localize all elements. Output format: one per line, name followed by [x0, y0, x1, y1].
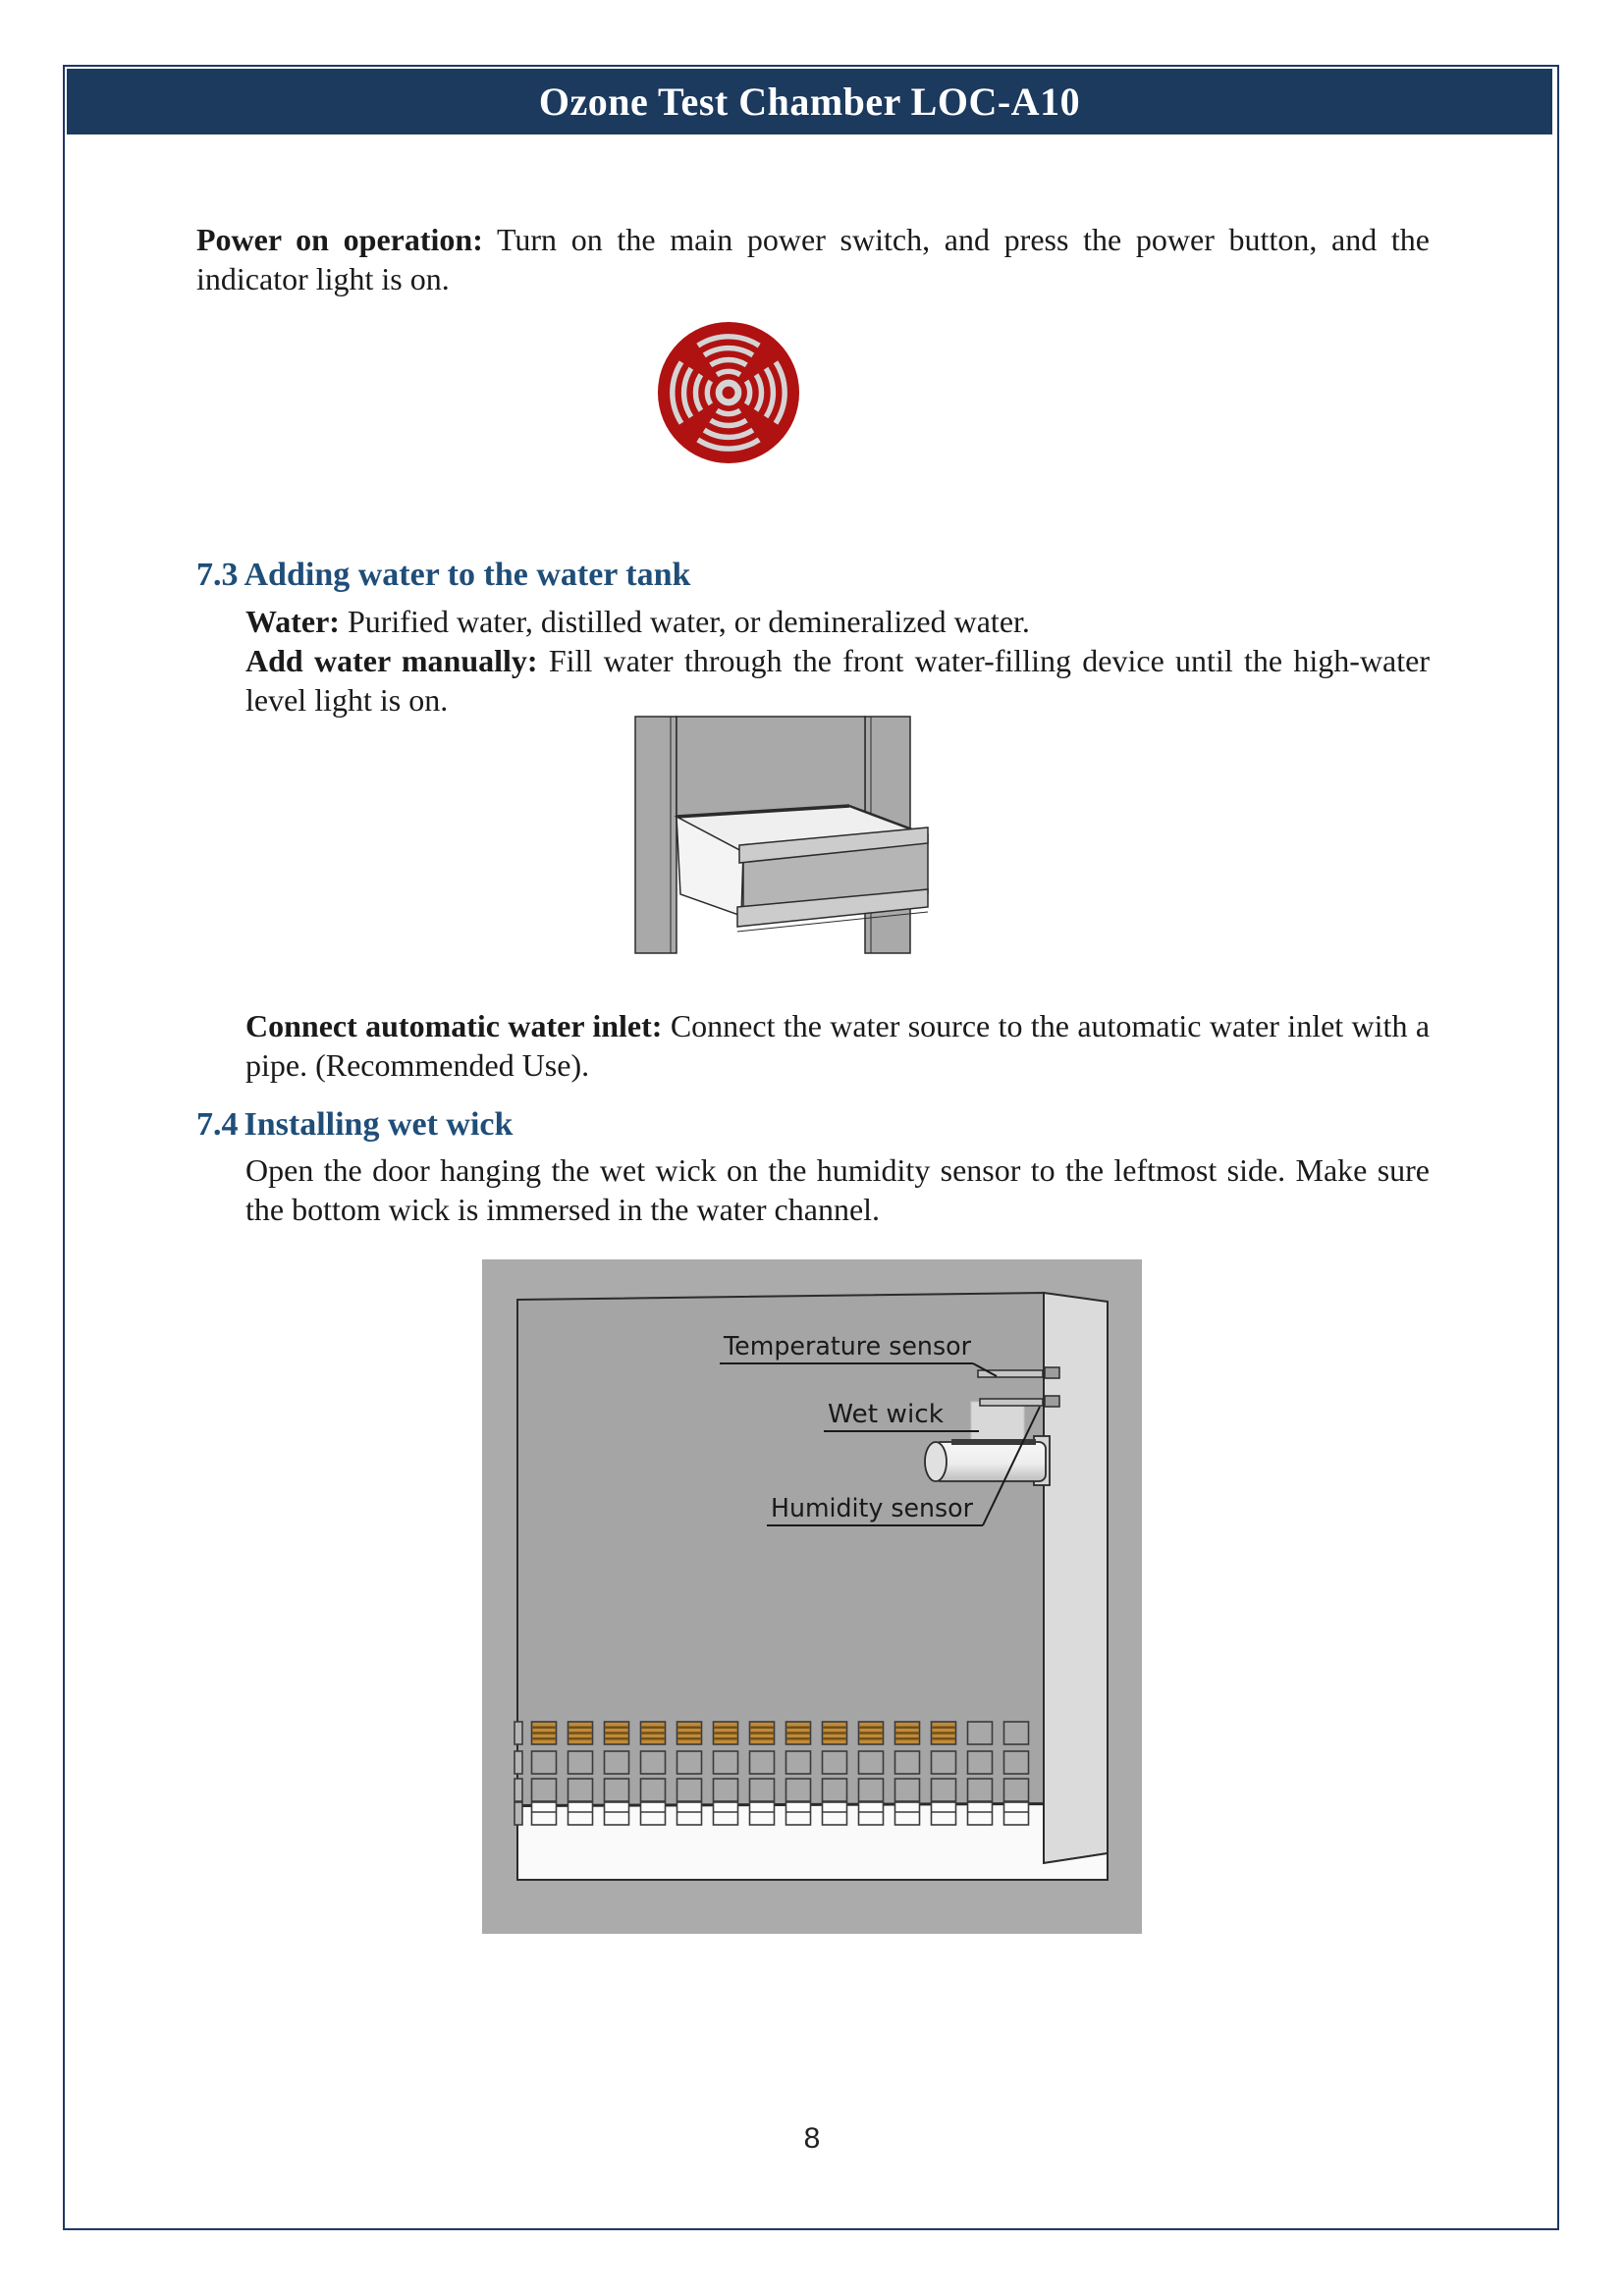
paragraph-add-water	[245, 641, 1430, 720]
fan-icon-figure	[656, 320, 801, 465]
chamber-interior-drawing	[482, 1259, 1142, 1934]
fan-icon	[656, 320, 801, 465]
section-heading-7-4	[196, 1105, 513, 1145]
paragraph-power-on-text: Turn on the main power switch, and press the power button, and the indicator light is on.	[196, 222, 1430, 296]
section-title: Adding water to the water tank	[244, 557, 691, 594]
section-heading-7-3	[196, 556, 690, 595]
humidity-sensor	[925, 1436, 1050, 1485]
chamber-back-wall	[517, 1293, 1044, 1805]
section-number: 7.4	[196, 1106, 239, 1144]
paragraph-wet-wick-text: Open the door hanging the wet wick on the humidity sensor to the leftmost side. Make sure the bottom wick is immersed in the water channel.	[245, 1152, 1430, 1227]
paragraph-wet-wick	[245, 1150, 1430, 1229]
paragraph-water	[245, 602, 1430, 641]
document-title: Ozone Test Chamber LOC-A10	[538, 80, 1081, 124]
section-title: Installing wet wick	[244, 1106, 514, 1144]
vent-hole-grid	[514, 1722, 1029, 1825]
paragraph-power-on	[196, 220, 1430, 298]
paragraph-water-text: Purified water, distilled water, or demineralized water.	[347, 604, 1030, 639]
paragraph-connect-inlet-text: Connect the water source to the automatic water inlet with a pipe. (Recommended Use).	[245, 1008, 1431, 1083]
chamber-interior-figure	[482, 1259, 1142, 1934]
paragraph-connect-inlet-label: Connect automatic water inlet:	[245, 1008, 663, 1043]
paragraph-add-water-label: Add water manually:	[245, 643, 538, 678]
paragraph-water-label: Water:	[245, 604, 340, 639]
document-header-bar	[67, 69, 1552, 134]
temperature-sensor-label: Temperature sensor	[723, 1332, 972, 1362]
water-tank-drawing	[633, 715, 930, 955]
page-number: 8	[803, 2122, 821, 2155]
water-tank-figure	[633, 715, 930, 955]
paragraph-power-on-label: Power on operation:	[196, 222, 483, 257]
fan-icon-disc	[658, 322, 799, 463]
paragraph-connect-inlet	[245, 1006, 1430, 1085]
section-number: 7.3	[196, 557, 239, 594]
humidity-sensor-label: Humidity sensor	[771, 1494, 974, 1523]
wet-wick-label: Wet wick	[828, 1400, 944, 1429]
cabinet-back-panel	[677, 717, 865, 818]
paragraph-add-water-text: Fill water through the front water-filling device until the high-water level light is on.	[245, 643, 1431, 718]
